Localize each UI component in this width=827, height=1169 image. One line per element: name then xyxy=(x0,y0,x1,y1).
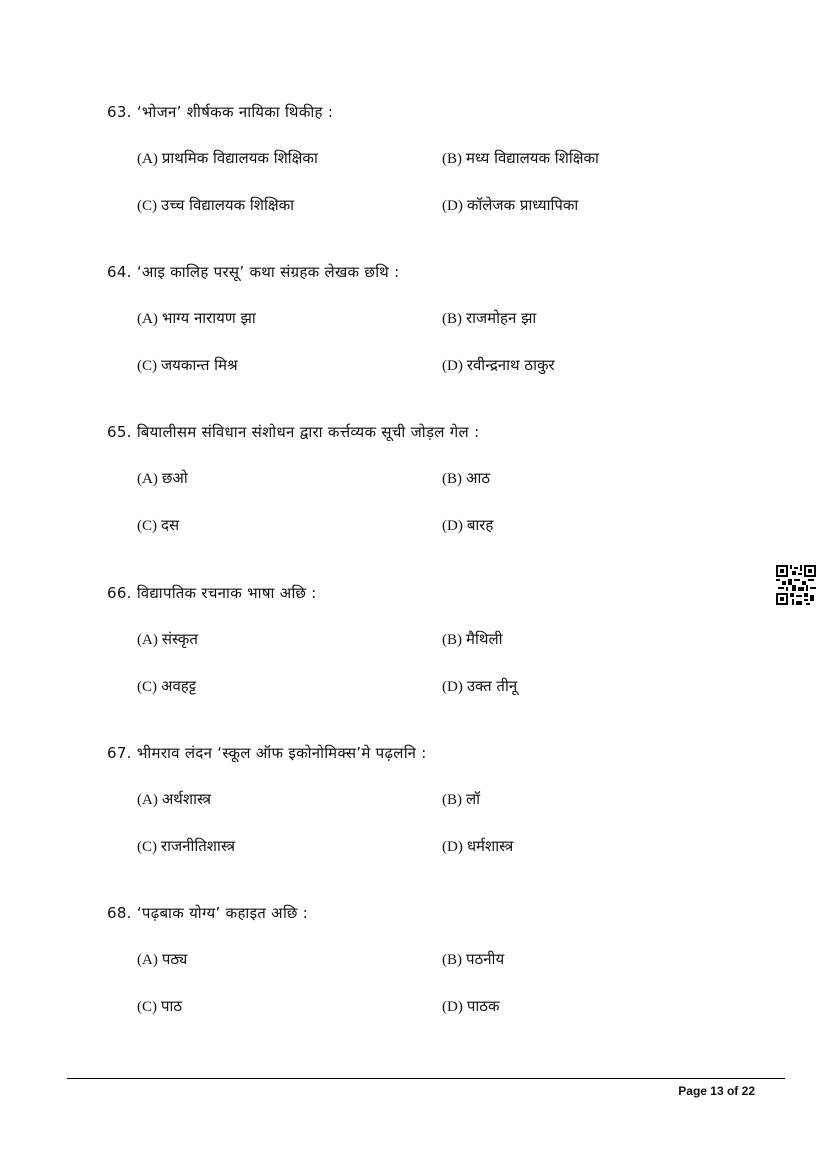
question-text: 63. ‘भोजन’ शीर्षकक नायिका थिकीह : xyxy=(107,103,334,121)
option-text: रवीन्द्रनाथ ठाकुर xyxy=(466,356,555,374)
option-text: अवहट्ट xyxy=(161,677,197,695)
option-text: राजनीतिशास्त्र xyxy=(161,837,235,855)
option-text: कॉलेजक प्राध्यापिका xyxy=(466,196,579,214)
option-letter: (A) xyxy=(137,471,158,487)
option-letter: (A) xyxy=(137,632,158,648)
option-d xyxy=(442,355,555,375)
option-b xyxy=(442,148,599,168)
question-66 xyxy=(0,583,827,703)
option-b xyxy=(442,308,536,328)
option-a xyxy=(137,949,187,969)
question-text: 65. बियालीसम संविधान संशोधन द्वारा कर्त्तव्यक सूची जोड़ल गेल : xyxy=(107,423,480,441)
option-text: दस xyxy=(161,516,180,534)
question-text: 66. विद्यापतिक रचनाक भाषा अछि : xyxy=(107,584,317,602)
option-b xyxy=(442,949,504,969)
question-64 xyxy=(0,262,827,382)
option-text: उक्त तीनू xyxy=(466,677,518,695)
option-letter: (B) xyxy=(442,952,462,968)
option-text: राजमोहन झा xyxy=(466,309,537,327)
question-63 xyxy=(0,102,827,222)
option-a xyxy=(137,148,318,168)
option-text: अर्थशास्त्र xyxy=(161,790,212,808)
option-text: मध्य विद्यालयक शिक्षिका xyxy=(466,149,599,167)
option-text: आठ xyxy=(466,469,491,487)
option-letter: (B) xyxy=(442,471,462,487)
option-letter: (B) xyxy=(442,311,462,327)
option-letter: (A) xyxy=(137,792,158,808)
option-letter: (D) xyxy=(442,518,463,534)
option-letter: (D) xyxy=(442,198,463,214)
option-text: बारह xyxy=(466,516,494,534)
option-a xyxy=(137,789,211,809)
option-text: पठ्य xyxy=(161,950,188,968)
question-67 xyxy=(0,743,827,863)
footer-divider xyxy=(67,1078,785,1079)
option-text: संस्कृत xyxy=(161,630,198,648)
option-text: उच्च विद्यालयक शिक्षिका xyxy=(161,196,295,214)
option-letter: (C) xyxy=(137,999,157,1015)
option-b xyxy=(442,789,480,809)
question-text: 67. भीमराव लंदन ‘स्कूल ऑफ इकोनोमिक्स’मे पढ़लनि : xyxy=(107,744,427,762)
option-a xyxy=(137,629,198,649)
option-c xyxy=(137,676,196,696)
page-number: Page 13 of 22 xyxy=(678,1084,755,1098)
option-letter: (C) xyxy=(137,198,157,214)
option-letter: (B) xyxy=(442,632,462,648)
option-text: लॉ xyxy=(466,790,481,808)
option-text: पठनीय xyxy=(466,950,505,968)
question-text: 64. ‘आइ कालिह परसू’ कथा संग्रहक लेखक छथि : xyxy=(107,263,400,281)
option-letter: (A) xyxy=(137,151,158,167)
option-letter: (C) xyxy=(137,518,157,534)
option-letter: (D) xyxy=(442,999,463,1015)
option-c xyxy=(137,515,179,535)
option-b xyxy=(442,468,490,488)
option-d xyxy=(442,515,493,535)
option-text: धर्मशास्त्र xyxy=(466,837,514,855)
option-c xyxy=(137,836,235,856)
option-text: प्राथमिक विद्यालयक शिक्षिका xyxy=(161,149,318,167)
option-text: जयकान्त मिश्र xyxy=(161,356,238,374)
option-letter: (D) xyxy=(442,679,463,695)
option-b xyxy=(442,629,503,649)
option-letter: (C) xyxy=(137,358,157,374)
option-c xyxy=(137,355,238,375)
option-letter: (D) xyxy=(442,839,463,855)
question-65 xyxy=(0,422,827,542)
option-letter: (A) xyxy=(137,311,158,327)
option-c xyxy=(137,195,294,215)
option-letter: (D) xyxy=(442,358,463,374)
option-letter: (B) xyxy=(442,151,462,167)
option-d xyxy=(442,996,499,1016)
option-text: मैथिली xyxy=(466,630,503,648)
option-letter: (C) xyxy=(137,839,157,855)
question-text: 68. ‘पढ़बाक योग्य’ कहाइत अछि : xyxy=(107,904,309,922)
option-letter: (C) xyxy=(137,679,157,695)
option-letter: (A) xyxy=(137,952,158,968)
option-d xyxy=(442,195,578,215)
option-text: छओ xyxy=(161,469,188,487)
option-a xyxy=(137,308,256,328)
option-text: पाठ xyxy=(161,997,183,1015)
option-letter: (B) xyxy=(442,792,462,808)
question-68 xyxy=(0,903,827,1023)
qr-code-icon xyxy=(776,565,816,605)
option-text: पाठक xyxy=(466,997,500,1015)
option-d xyxy=(442,676,517,696)
option-c xyxy=(137,996,182,1016)
option-text: भाग्य नारायण झा xyxy=(161,309,256,327)
option-a xyxy=(137,468,188,488)
option-d xyxy=(442,836,513,856)
